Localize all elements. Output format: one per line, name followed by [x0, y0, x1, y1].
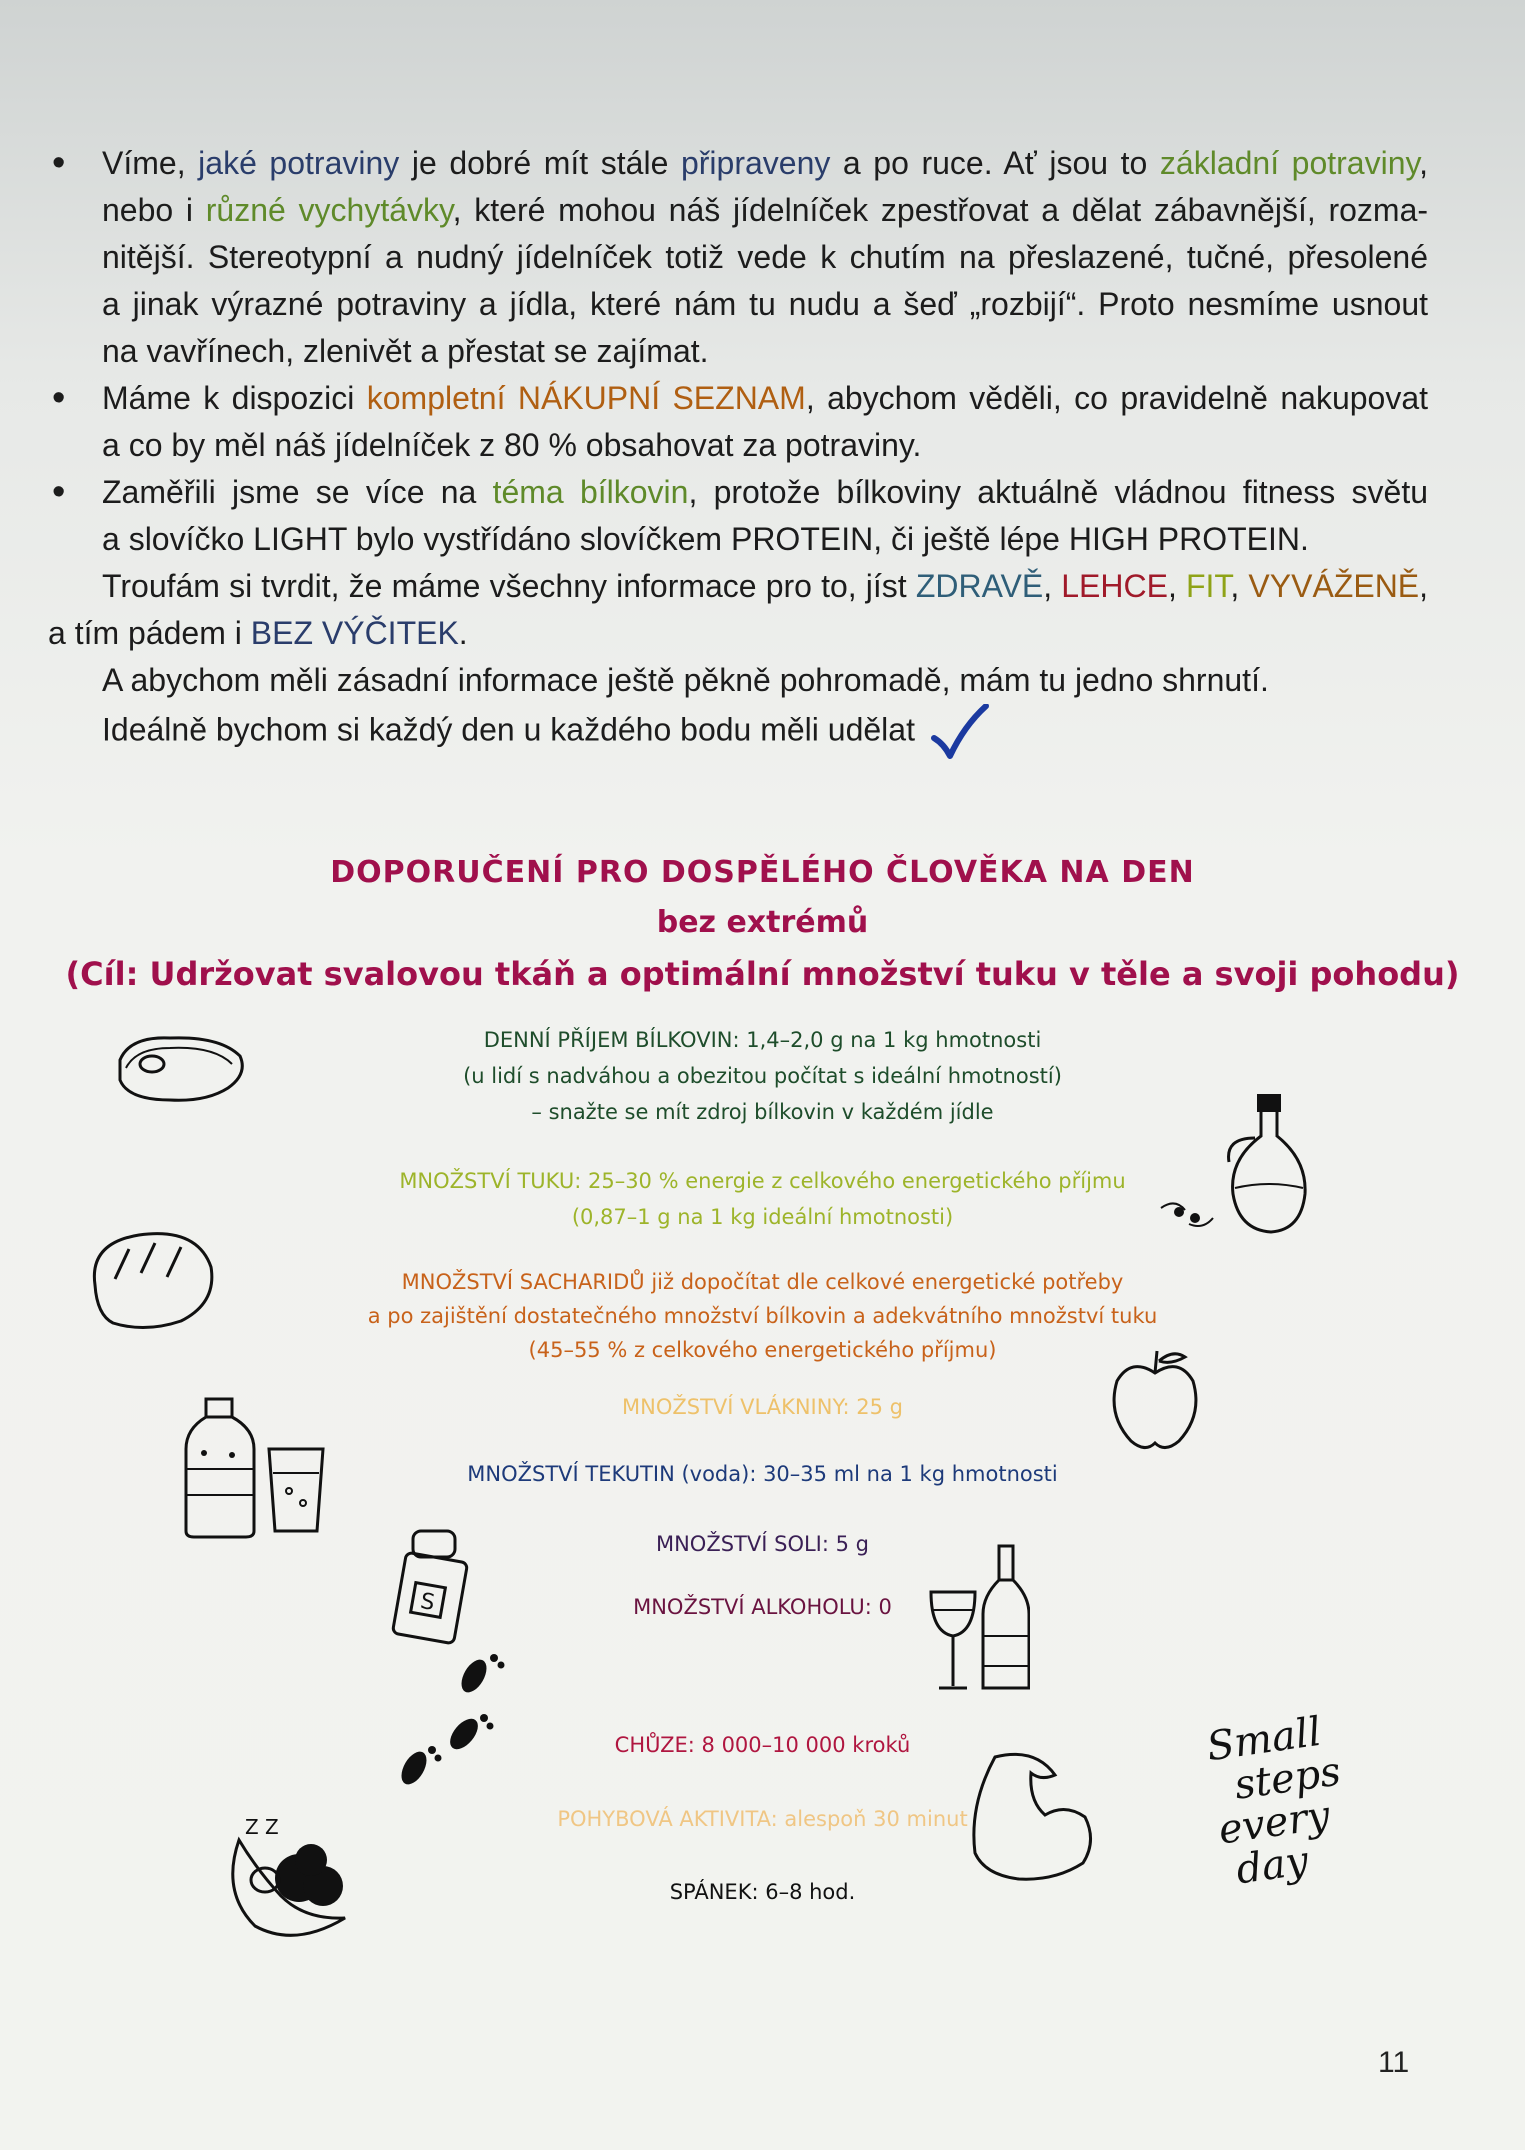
carb-block	[0, 1265, 1525, 1367]
salt-label: S	[418, 1588, 437, 1616]
motto-word: Small	[1204, 1708, 1325, 1771]
text: na vavřínech, zlenivět a přestat se zajímat.	[102, 333, 709, 369]
text: ,	[1043, 568, 1062, 604]
text: nitější. Stereotypní a nudný jídelníček totiž vede k chutím na přeslazené, tučné, přesolené	[102, 239, 1428, 275]
paragraph	[48, 563, 1428, 610]
text: ,	[1230, 568, 1249, 604]
text: ,	[1419, 568, 1429, 604]
carb-line: (45–55 % z celkového energetického příjmu)	[528, 1338, 997, 1362]
page-number: 11	[1378, 2046, 1410, 2079]
paragraph	[48, 610, 1428, 657]
protein-line: DENNÍ PŘÍJEM BÍLKOVIN: 1,4–2,0 g na 1 kg hmotnosti	[483, 1028, 1042, 1052]
checkmark-icon	[930, 704, 990, 760]
text: , které mohou náš jídelníček zpestřovat a dělat zábavnější, rozma-	[452, 192, 1429, 228]
sleep-z-label: Z Z	[245, 1815, 279, 1839]
highlight-text: FIT	[1185, 568, 1231, 604]
paragraph	[48, 657, 1428, 760]
text: a co by měl náš jídelníček z 80 % obsahovat za potraviny.	[102, 427, 922, 463]
footprints-icon	[390, 1650, 515, 1800]
fiber-line: MNOŽSTVÍ VLÁKNINY: 25 g	[622, 1395, 903, 1419]
oil-bottle-icon	[1155, 1090, 1310, 1240]
text: , abychom věděli, co pravidelně nakupovat	[805, 380, 1429, 416]
text: Ideálně bychom si každý den u každého bodu měli udělat	[102, 711, 915, 748]
text: a po ruce. Ať jsou to	[830, 145, 1160, 181]
steak-icon	[110, 1030, 250, 1110]
highlight-text: ZDRAVĚ	[915, 568, 1044, 604]
motto-word: every	[1215, 1792, 1333, 1854]
highlight-text: LEHCE	[1061, 568, 1168, 604]
protein-line: (u lidí s nadváhou a obezitou počítat s ideální hmotností)	[463, 1064, 1062, 1088]
apple-icon	[1105, 1345, 1205, 1455]
highlight-text: kompletní NÁKUPNÍ SEZNAM	[366, 380, 806, 416]
fluid-line: MNOŽSTVÍ TEKUTIN (voda): 30–35 ml na 1 kg hmotnosti	[467, 1462, 1058, 1486]
recommendation-title: DOPORUČENÍ PRO DOSPĚLÉHO ČLOVĚKA NA DEN	[330, 855, 1195, 890]
recommendation-subtitle: bez extrémů	[656, 905, 869, 940]
list-item	[48, 375, 1428, 469]
highlight-text: téma bílkovin	[492, 474, 689, 510]
text: je dobré mít stále	[399, 145, 681, 181]
glass-icon	[265, 1445, 327, 1535]
text: a tím pádem i	[48, 615, 251, 651]
list-item	[48, 140, 1428, 375]
highlight-text: základní potraviny	[1159, 145, 1420, 181]
motto-word: day	[1233, 1837, 1312, 1894]
muscle-arm-icon	[965, 1745, 1100, 1885]
text: a slovíčko LIGHT bylo vystřídáno slovíčkem PROTEIN, či ještě lépe HIGH PROTEIN.	[102, 521, 1309, 557]
text: A abychom měli zásadní informace ještě pěkně pohromadě, mám tu jedno shrnutí.	[102, 662, 1269, 698]
sleep-line: SPÁNEK: 6–8 hod.	[669, 1880, 856, 1904]
text: , protože bílkoviny aktuálně vládnou fitness světu	[688, 474, 1429, 510]
motto	[1204, 1699, 1425, 1893]
text: .	[458, 615, 468, 651]
text: Víme,	[102, 145, 199, 181]
water-bottle-icon	[180, 1395, 260, 1540]
text: nebo i	[102, 192, 206, 228]
wine-icon	[925, 1540, 1030, 1695]
highlight-text: jaké potraviny	[198, 145, 400, 181]
highlight-text: BEZ VÝČITEK	[250, 615, 459, 651]
highlight-text: VYVÁŽENĚ	[1248, 568, 1420, 604]
sleeping-sheep-icon	[215, 1800, 375, 1950]
text: Máme k dispozici	[102, 380, 367, 416]
fat-line: (0,87–1 g na 1 kg ideální hmotnosti)	[571, 1205, 954, 1229]
text: a jinak výrazné potraviny a jídla, které nám tu nudu a šeď „rozbijí“. Proto nesmíme usnout	[102, 286, 1428, 322]
walk-line: CHŮZE: 8 000–10 000 kroků	[614, 1733, 911, 1757]
bread-icon	[85, 1225, 220, 1335]
protein-line: – snažte se mít zdroj bílkovin v každém jídle	[531, 1100, 994, 1124]
recommendation-goal: (Cíl: Udržovat svalovou tkáň a optimální množství tuku v těle a svoji pohodu)	[65, 955, 1460, 993]
text: ,	[1419, 145, 1429, 181]
text: Zaměřili jsme se více na	[102, 474, 493, 510]
motto-word: steps	[1231, 1748, 1344, 1809]
highlight-text: různé vychytávky	[205, 192, 453, 228]
text: ,	[1167, 568, 1186, 604]
text: Troufám si tvrdit, že máme všechny informace pro to, jíst	[102, 568, 916, 604]
carb-line: MNOŽSTVÍ SACHARIDŮ již dopočítat dle celkové energetické potřeby	[401, 1270, 1124, 1294]
list-item	[48, 469, 1428, 563]
movement-line: POHYBOVÁ AKTIVITA: alespoň 30 minut	[557, 1807, 968, 1831]
salt-shaker-icon	[385, 1525, 475, 1645]
alcohol-line: MNOŽSTVÍ ALKOHOLU: 0	[633, 1595, 892, 1619]
salt-line: MNOŽSTVÍ SOLI: 5 g	[655, 1532, 869, 1556]
highlight-text: připraveny	[680, 145, 831, 181]
fat-line: MNOŽSTVÍ TUKU: 25–30 % energie z celkového energetického příjmu	[399, 1169, 1126, 1193]
carb-line: a po zajištění dostatečného množství bílkovin a adekvátního množství tuku	[367, 1304, 1158, 1328]
intro-text	[48, 140, 1428, 760]
